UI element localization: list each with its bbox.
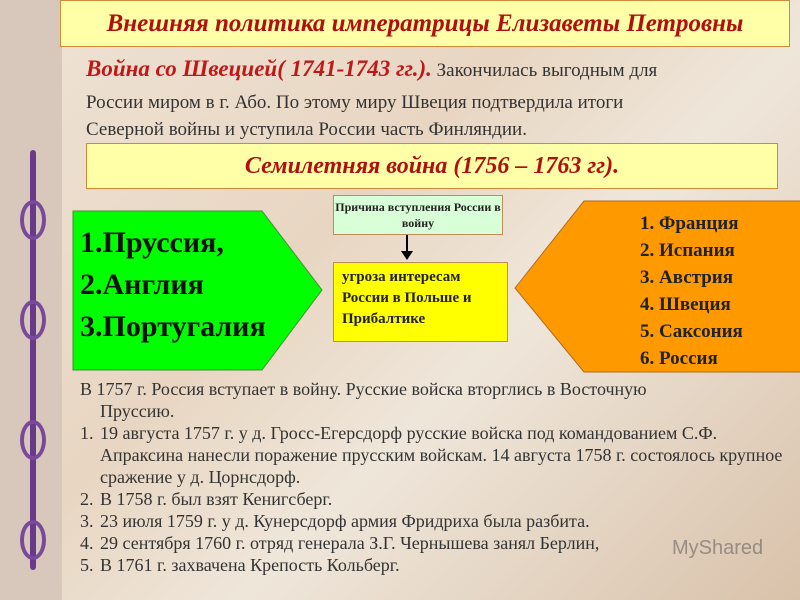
reason-label-box: Причина вступления России в войну [333,195,503,235]
list-item: 3. 23 июля 1759 г. у д. Кунерсдорф армия Фридриха была разбита. [80,511,590,531]
swedish-war-heading: Война со Швецией [86,56,278,81]
coalition-item: 3.Португалия [80,310,266,343]
ornament-curl [20,300,46,340]
coalition-item: 2.Англия [80,268,204,301]
swedish-war-line1 [86,56,657,82]
ornament-curl [20,420,46,460]
left-coalition-list [80,222,266,348]
ornament-strip [0,0,62,600]
list-item: 1. 19 августа 1757 г. у д. Гросс-Егерсдорф русские войска под командованием С.Ф. Апраксина нанесли поражение прусским войскам. 14 августа 1758 г. состоялось крупное сражение у д. Цорнсдорф. [80,423,783,487]
watermark: MyShared [672,537,764,559]
list-item: 2. В 1758 г. был взят Кенигсберг. [80,489,333,509]
ornament-curl [20,520,46,560]
swedish-war-line3: Северной войны и уступила России часть Финляндии. [86,119,527,140]
coalition-item: 1. Франция [640,213,739,234]
swedish-war-text: Закончилась выгодным для [436,60,658,81]
coalition-item: 1.Пруссия, [80,226,224,259]
seven-years-war-title: Семилетняя война (1756 – 1763 гг). [86,143,778,189]
reason-text-box: угроза интересам России в Польше и Прибалтике [333,262,508,342]
swedish-war-years: ( 1741-1743 гг.). [277,56,432,81]
coalition-item: 3. Австрия [640,267,734,288]
right-coalition-list [640,210,743,372]
coalition-item: 5. Саксония [640,321,743,342]
arrow-head-icon [401,251,413,260]
coalition-item: 6. Россия [640,348,718,369]
intro-text-cont: Пруссию. [100,401,175,421]
slide-title: Внешняя политика императрицы Елизаветы Петровны [60,0,790,47]
swedish-war-line2: России миром в г. Або. По этому миру Швеция подтвердила итоги [86,92,624,113]
list-item: 5. В 1761 г. захвачена Крепость Кольберг. [80,555,400,575]
coalition-item: 2. Испания [640,240,735,261]
ornament-curl [20,200,46,240]
list-item: 4. 29 сентября 1760 г. отряд генерала З.Г. Чернышева занял Берлин, [80,533,600,553]
coalition-item: 4. Швеция [640,294,731,315]
intro-text: В 1757 г. Россия вступает в войну. Русские войска вторглись в Восточную [80,379,647,399]
